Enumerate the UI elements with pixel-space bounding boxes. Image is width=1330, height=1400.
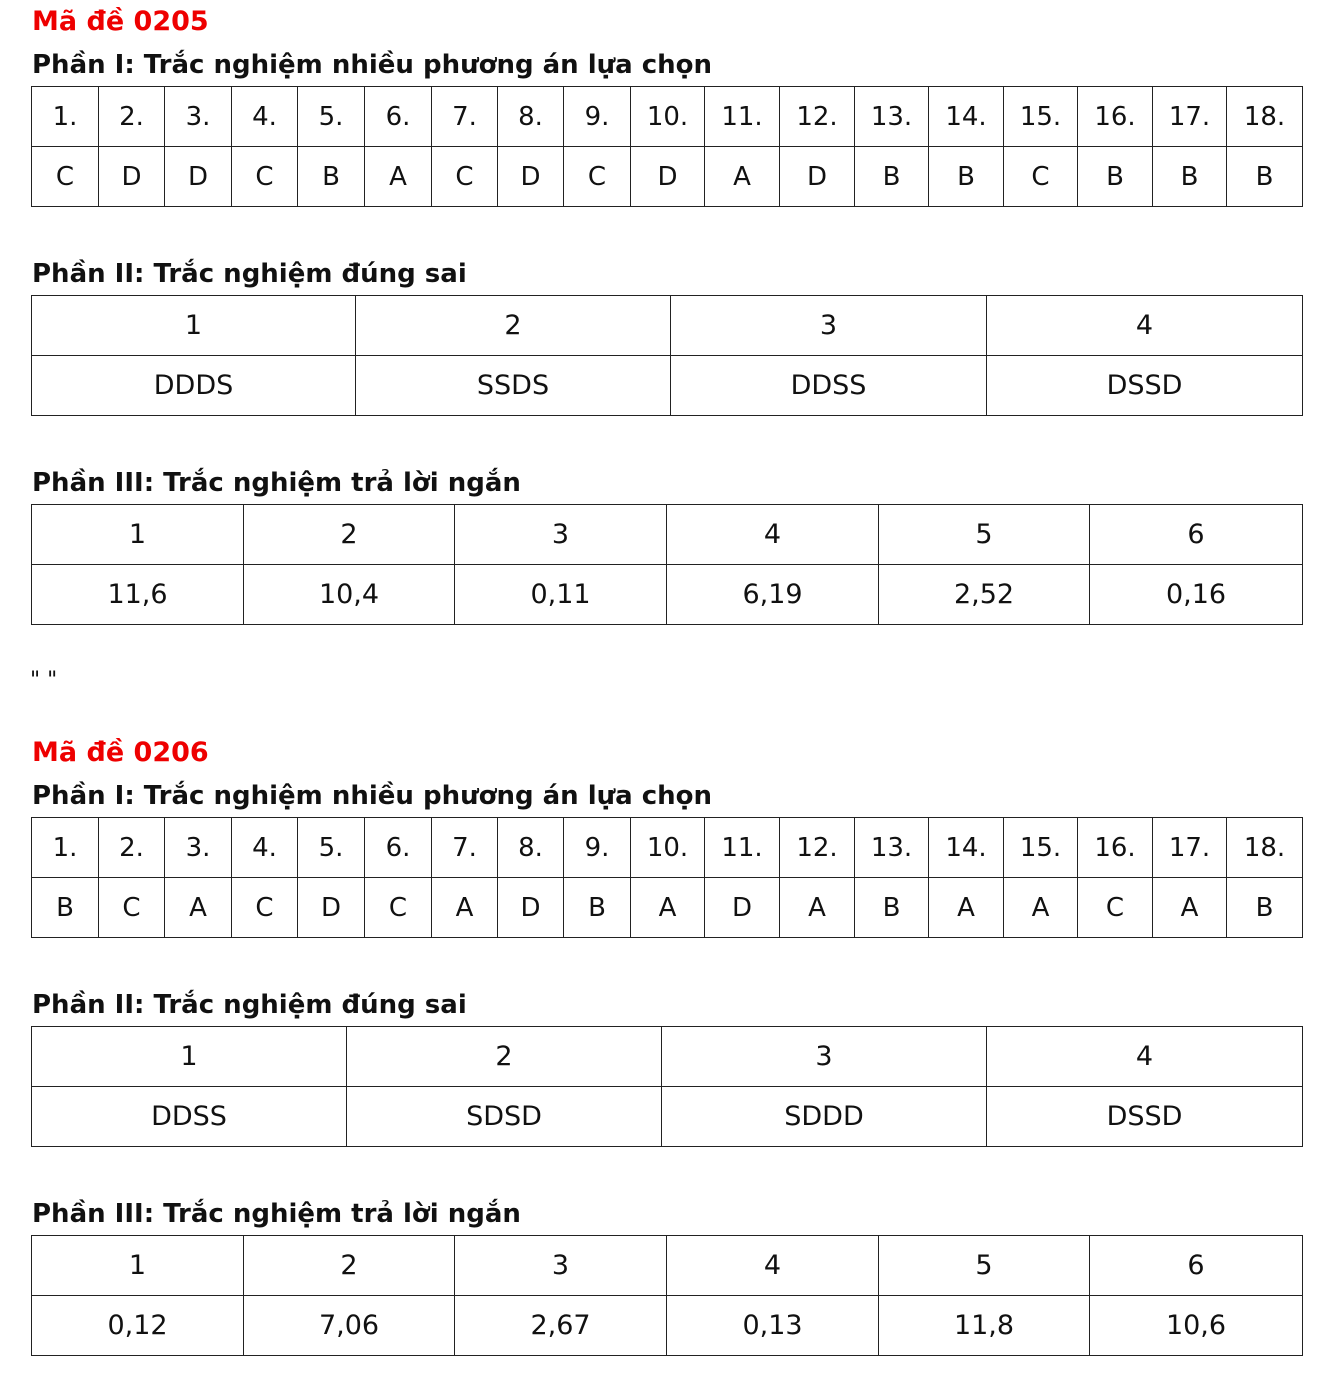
answer-cell: A [705,147,780,207]
part1-title: Phần I: Trắc nghiệm nhiều phương án lựa chọn [32,781,713,811]
answer-cell: A [1153,878,1227,938]
question-number: 18. [1227,87,1303,147]
question-number: 12. [780,87,855,147]
answer-cell: D [631,147,705,207]
answer-cell: B [1227,147,1303,207]
part3-table [31,504,1303,625]
question-number: 12. [780,818,855,878]
answer-cell: C [432,147,498,207]
answer-cell: DDSS [32,1087,347,1147]
question-number: 4. [232,87,298,147]
answer-cell: C [99,878,165,938]
question-number: 3 [455,505,667,565]
question-number: 7. [432,87,498,147]
question-number: 5. [298,87,365,147]
answer-cell: A [165,878,232,938]
answer-cell: D [498,147,564,207]
part2-title: Phần II: Trắc nghiệm đúng sai [32,259,467,289]
question-number: 6 [1090,1236,1303,1296]
exam-code-title: Mã đề 0206 [32,737,209,768]
question-number: 10. [631,818,705,878]
answer-cell: D [165,147,232,207]
question-number: 8. [498,87,564,147]
answer-cell: C [564,147,631,207]
answer-cell: D [498,878,564,938]
answer-cell: B [855,878,929,938]
question-number: 14. [929,87,1004,147]
answer-cell: DDSS [671,356,987,416]
answer-cell: DSSD [987,356,1303,416]
answer-cell: DSSD [987,1087,1303,1147]
answer-cell: A [1004,878,1078,938]
answer-cell: 11,8 [879,1296,1090,1356]
question-number: 11. [705,818,780,878]
answer-cell: C [1004,147,1078,207]
question-number: 3. [165,818,232,878]
answer-cell: 0,12 [32,1296,244,1356]
question-number: 2 [347,1027,662,1087]
question-number: 10. [631,87,705,147]
question-number: 2 [356,296,671,356]
separator-text: " " [30,668,58,693]
question-number: 3 [662,1027,987,1087]
answer-row [32,1087,1303,1147]
question-number: 16. [1078,87,1153,147]
question-number: 13. [855,818,929,878]
answer-cell: D [298,878,365,938]
answer-cell: D [99,147,165,207]
exam-code-title: Mã đề 0205 [32,6,209,37]
answer-cell: B [929,147,1004,207]
question-number: 14. [929,818,1004,878]
question-number: 2 [244,505,455,565]
answer-cell: D [705,878,780,938]
question-number-row [32,818,1303,878]
question-number: 1 [32,505,244,565]
question-number: 7. [432,818,498,878]
answer-cell: SSDS [356,356,671,416]
question-number: 18. [1227,818,1303,878]
question-number: 4 [667,1236,879,1296]
answer-cell: 2,67 [455,1296,667,1356]
question-number: 5. [298,818,365,878]
answer-cell: A [365,147,432,207]
answer-cell: 10,6 [1090,1296,1303,1356]
answer-cell: 7,06 [244,1296,455,1356]
answer-cell: C [232,147,298,207]
answer-cell: A [780,878,855,938]
answer-cell: SDDD [662,1087,987,1147]
answer-row [32,147,1303,207]
answer-cell: C [1078,878,1153,938]
answer-cell: SDSD [347,1087,662,1147]
question-number-row [32,87,1303,147]
part2-title: Phần II: Trắc nghiệm đúng sai [32,990,467,1020]
question-number: 5 [879,1236,1090,1296]
question-number: 13. [855,87,929,147]
question-number: 17. [1153,818,1227,878]
answer-cell: 0,13 [667,1296,879,1356]
question-number: 4 [987,1027,1303,1087]
answer-row [32,878,1303,938]
question-number: 2. [99,87,165,147]
answer-cell: C [232,878,298,938]
answer-cell: C [32,147,99,207]
question-number: 6. [365,818,432,878]
question-number: 2. [99,818,165,878]
question-number: 1 [32,1027,347,1087]
question-number: 6. [365,87,432,147]
answer-cell: DDDS [32,356,356,416]
question-number: 1 [32,296,356,356]
question-number: 8. [498,818,564,878]
question-number-row [32,296,1303,356]
question-number: 11. [705,87,780,147]
part1-title: Phần I: Trắc nghiệm nhiều phương án lựa chọn [32,50,713,80]
answer-cell: 2,52 [879,565,1090,625]
question-number: 16. [1078,818,1153,878]
answer-cell: B [32,878,99,938]
question-number: 3. [165,87,232,147]
part1-table [31,86,1303,207]
question-number: 1 [32,1236,244,1296]
answer-cell: A [432,878,498,938]
question-number: 3 [671,296,987,356]
answer-cell: B [1227,878,1303,938]
question-number: 17. [1153,87,1227,147]
answer-cell: B [1153,147,1227,207]
question-number-row [32,1027,1303,1087]
question-number: 4 [667,505,879,565]
answer-cell: B [298,147,365,207]
question-number: 15. [1004,87,1078,147]
question-number: 4 [987,296,1303,356]
answer-cell: B [855,147,929,207]
part3-title: Phần III: Trắc nghiệm trả lời ngắn [32,468,521,498]
answer-row [32,356,1303,416]
part2-table [31,295,1303,416]
part3-table [31,1235,1303,1356]
answer-cell: B [1078,147,1153,207]
answer-cell: 0,16 [1090,565,1303,625]
question-number-row [32,505,1303,565]
answer-cell: B [564,878,631,938]
answer-cell: 11,6 [32,565,244,625]
part2-table [31,1026,1303,1147]
question-number: 9. [564,818,631,878]
question-number: 3 [455,1236,667,1296]
answer-cell: A [929,878,1004,938]
answer-cell: D [780,147,855,207]
question-number: 6 [1090,505,1303,565]
answer-cell: 6,19 [667,565,879,625]
answer-cell: 10,4 [244,565,455,625]
question-number-row [32,1236,1303,1296]
question-number: 15. [1004,818,1078,878]
question-number: 2 [244,1236,455,1296]
answer-row [32,1296,1303,1356]
answer-cell: 0,11 [455,565,667,625]
part3-title: Phần III: Trắc nghiệm trả lời ngắn [32,1199,521,1229]
question-number: 4. [232,818,298,878]
question-number: 1. [32,818,99,878]
answer-cell: C [365,878,432,938]
part1-table [31,817,1303,938]
question-number: 1. [32,87,99,147]
question-number: 9. [564,87,631,147]
question-number: 5 [879,505,1090,565]
answer-cell: A [631,878,705,938]
answer-row [32,565,1303,625]
